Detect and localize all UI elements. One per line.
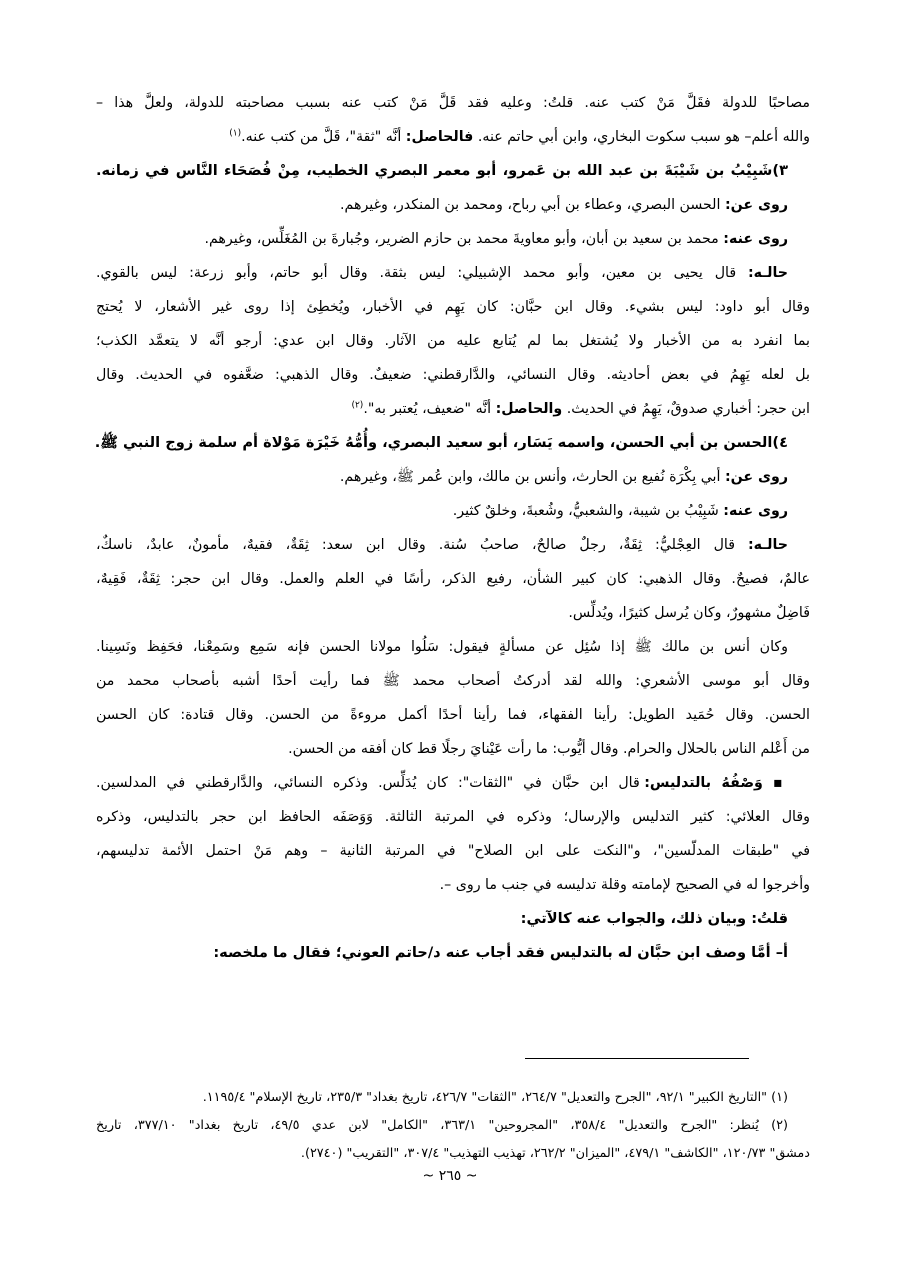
text-segment: قال العِجْليُّ: ثِقَةٌ، رجلٌ صالحٌ، صاحبُ سُنة. وقال ابن سعد: ثِقَةٌ، فقيهٌ، مأمونٌ، عابدٌ، ناسكٌ، (96, 537, 748, 553)
text-line (96, 528, 810, 562)
text-segment: وقال العلائي: كثير التدليس والإرسال؛ وذكره في المرتبة الثالثة. وَوَصَفَه الحافظ ابن حجر بالتدليس، وذكره (96, 809, 810, 825)
text-segment: أ– أمَّا وصف ابن حبَّان له بالتدليس فقد أجاب عنه د/حاتم العوني؛ فقال ما ملخصه: (213, 944, 788, 961)
text-line (96, 426, 810, 460)
text-segment: وقال أبو موسى الأشعري: والله لقد أدركتُ أصحاب محمد ﷺ فما رأيت أحدًا أشبه بأصحاب محمد من (96, 673, 810, 689)
text-line (96, 324, 810, 358)
text-line (96, 358, 810, 392)
body-text (96, 86, 810, 970)
text-segment: بما انفرد به من الأخبار ولا يُشتغل بما لم يُتابع عليه من الآثار. وقال ابن عدي: أرجو أنَّه لا يتعمَّد الكذب؛ (96, 333, 810, 349)
text-segment: في "طبقات المدلّسين"، و"النكت على ابن الصلاح" في المرتبة الثانية – وهم مَنْ احتمل الأئمة تدليسهم، (96, 843, 810, 859)
text-line (96, 494, 810, 528)
text-line (96, 800, 810, 834)
bold-label: وَصْفُهُ بالتدليس: (644, 775, 763, 791)
text-segment: قال يحيى بن معين، وأبو محمد الإشبيلي: ليس بثقة. وقال أبو حاتم، وأبو زرعة: ليس بالقوي. (96, 265, 748, 281)
text-segment: وأخرجوا له في الصحيح لإمامته وقلة تدليسه في جنب ما روى –. (439, 877, 810, 893)
text-line (96, 936, 810, 970)
text-segment: ٣)شَبِيْبُ بن شَيْبَةَ بن عبد الله بن عَمرو، أبو معمر البصري الخطيب، مِنْ فُصَحَاء النَّاس في زمانه. (96, 162, 788, 179)
text-segment: (٢) يُنظر: "الجرح والتعديل" ٣٥٨/٤، "المجروحين" ٣٦٣/١، "الكامل" لابن عدي ٤٩/٥، تاريخ بغداد" ٣٧٧/١٠، تاريخ (96, 1118, 788, 1133)
bold-label: حالـه: (747, 537, 788, 553)
bold-label: روى عنه: (723, 231, 788, 247)
text-segment: ▪ (762, 775, 788, 791)
bold-label: روى عن: (724, 197, 788, 213)
text-segment: عالمٌ، فصيحٌ. وقال الذهبي: كان كبير الشأن، رفيع الذكر، رأسًا في العلم والعمل. وقال ابن حجر: ثِقَةٌ، فَقِيهٌ، (96, 571, 810, 587)
text-line (96, 188, 810, 222)
text-segment: والله أعلم– هو سبب سكوت البخاري، وابن أبي حاتم عنه. (473, 129, 810, 145)
bold-label: روى عن: (724, 469, 788, 485)
text-segment: وقال أبو داود: ليس بشيء. وقال ابن حبَّان: كان يَهِم في الأخبار، ويُخطِئ إذا روى غير الأشعار، لا يُحتج (96, 299, 810, 315)
text-segment: الحسن البصري، وعطاء بن أبي رباح، ومحمد بن المنكدر، وغيرهم. (340, 197, 725, 213)
text-line (96, 562, 810, 596)
text-segment: أبي بِكْرَة نُفيع بن الحارث، وأنس بن مالك، وابن عُمر ﷺ، وغيرهم. (339, 469, 725, 485)
footnote-marker: (١) (229, 128, 242, 139)
text-line (96, 868, 810, 902)
text-line (96, 834, 810, 868)
bold-label: روى عنه: (723, 503, 788, 519)
text-line (96, 256, 810, 290)
bold-label: والحاصل: (495, 401, 563, 417)
text-line (96, 664, 810, 698)
text-line (96, 766, 810, 800)
text-segment: قلتُ: وبيان ذلك، والجواب عنه كالآتي: (520, 910, 788, 927)
text-segment: ابن حجر: أخباري صدوقٌ، يَهِمُ في الحديث. (562, 401, 810, 417)
text-segment: أنَّه "ضعيف، يُعتبر به". (363, 401, 496, 417)
footnote-marker: (٢) (351, 400, 364, 411)
text-segment: وكان أنس بن مالك ﷺ إذا سُئِل عن مسألةٍ فيقول: سَلُوا مولانا الحسن فإنه سَمِع وسَمِعْنا، فحَفِظ ونَسِينا. (96, 639, 788, 655)
text-line (96, 596, 810, 630)
footnote-line (96, 1112, 810, 1140)
text-segment: دمشق" ١٢٠/٧٣، "الكاشف" ٤٧٩/١، "الميزان" ٢٦٢/٢، تهذيب التهذيب" ٣٠٧/٤، "التقريب" (٢٧٤٠). (300, 1146, 810, 1161)
text-line (96, 902, 810, 936)
text-line (96, 460, 810, 494)
footnote-line (96, 1140, 810, 1168)
text-line (96, 86, 810, 120)
footnote-separator (525, 1058, 749, 1059)
text-line (96, 698, 810, 732)
footnote-line (96, 1084, 810, 1112)
page-number: ~ ٢٦٥ ~ (422, 1168, 478, 1184)
text-segment: من أَعْلم الناس بالحلال والحرام. وقال أيُّوب: ما رأت عَيْنايَ رجلًا قط كان أفقه من الحسن. (288, 741, 810, 757)
text-segment: الحسن. وقال حُمَيد الطويل: رأينا الفقهاء، فما رأينا أحدًا أكمل مروءةً من الحسن. وقال قتادة: كان الحسن (96, 707, 810, 723)
bold-label: فالحاصل: (405, 129, 474, 145)
bold-label: حالـه: (747, 265, 788, 281)
text-line (96, 222, 810, 256)
text-line (96, 120, 810, 154)
text-segment: ٤)الحسن بن أبي الحسن، واسمه يَسَار، أبو سعيد البصري، وأُمُّهُ خَيْرَة مَوْلاة أم سلمة زوج النبي ﷺ. (94, 434, 788, 451)
text-line (96, 154, 810, 188)
text-segment: شَبِيْبُ بن شيبة، والشعبيُّ، وشُعبةَ، وخلقٌ كثير. (452, 503, 724, 519)
text-segment: قال ابن حبَّان في "الثقات": كان يُدَلِّس. وذكره النسائي، والدَّارقطني في المدلسين. (96, 775, 645, 791)
text-segment: محمد بن سعيد بن أبان، وأبو معاويةَ محمد بن حازم الضرير، وجُبارةَ بن المُغَلِّس، وغيرهم. (204, 231, 724, 247)
footnotes (96, 1084, 810, 1168)
text-line (96, 630, 810, 664)
text-line (96, 732, 810, 766)
text-segment: بل لعله يَهِمُ في بعض أحاديثه. وقال النسائي، والدَّارقطني: ضعيفٌ. وقال الذهبي: ضعَّفوه في الحديث. وقال (96, 367, 810, 383)
text-line (96, 392, 810, 426)
text-line (96, 290, 810, 324)
text-segment: (١) "التاريخ الكبير" ٩٢/١، "الجرح والتعديل" ٢٦٤/٧، "الثقات" ٤٢٦/٧، تاريخ بغداد" ٢٣٥/٣، تاريخ الإسلام" ١١٩٥/٤. (202, 1090, 788, 1105)
text-segment: فَاضِلٌ مشهورٌ، وكان يُرسل كثيرًا، ويُدلِّس. (568, 605, 810, 621)
text-segment: أنَّه "ثقة"، قَلَّ من كتب عنه. (241, 129, 406, 145)
text-segment: مصاحبًا للدولة فقَلَّ مَنْ كتب عنه. قلتُ: وعليه فقد قَلَّ مَنْ كتب عنه بسبب مصاحبته للدولة، ولعلَّ هذا – (96, 95, 810, 111)
